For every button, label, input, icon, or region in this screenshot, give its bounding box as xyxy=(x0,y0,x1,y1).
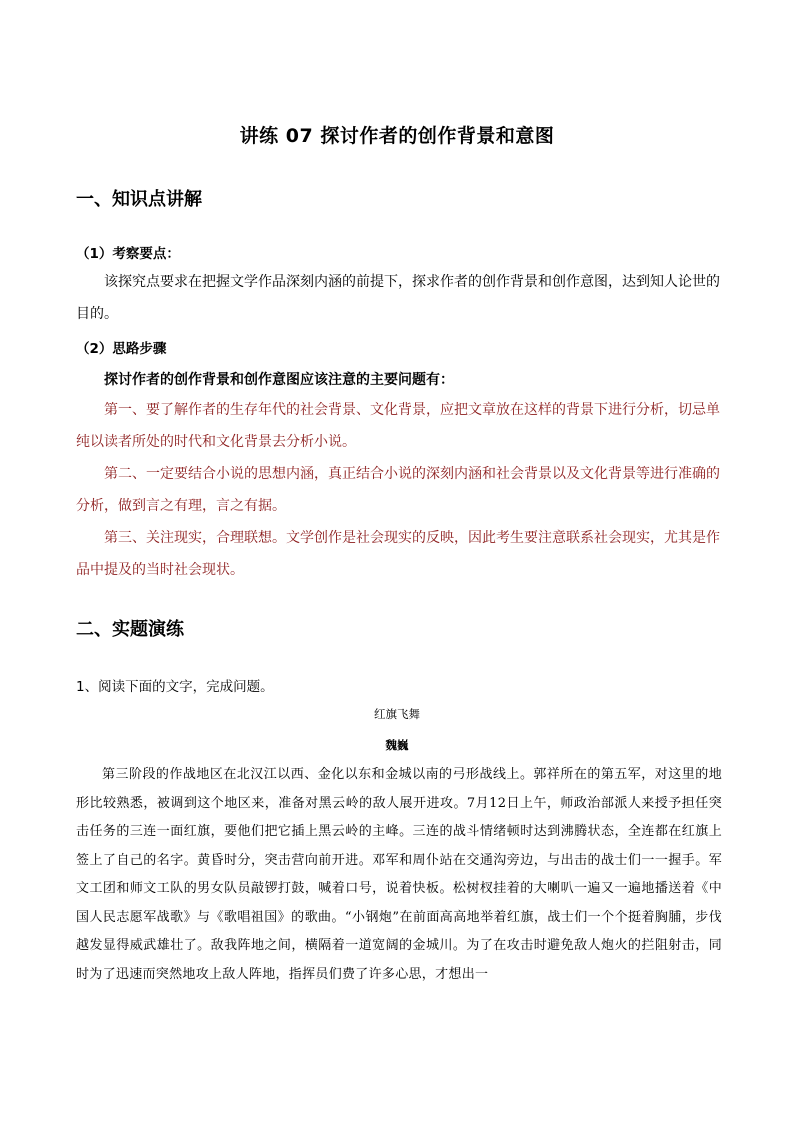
question-1: 1、阅读下面的文字，完成问题。 xyxy=(76,679,274,695)
story-author: 魏巍 xyxy=(385,738,409,752)
page-title: 讲练 07 探讨作者的创作背景和意图 xyxy=(239,125,555,147)
point2-label: （2）思路步骤 xyxy=(76,341,167,357)
point1-label: （1）考察要点： xyxy=(76,246,180,262)
steps-intro: 探讨作者的创作背景和创作意图应该注意的主要问题有： xyxy=(104,372,454,388)
story-text: 第三阶段的作战地区在北汉江以西、金化以东和金城以南的弓形战线上。郭祥所在的第五军，对这里的地形比较熟悉，被调到这个地区来，准备对黑云岭的敌人展开进攻。7月12日上午，师政治部派人来授予担任突击任务的三连一面红旗，要他们把它插上黑云岭的主峰。三连的战斗情绪顿时达到沸腾状态，全连都在红旗上签上了自己的名字。黄昏时分，突击营向前开进。邓军和周仆站在交通沟旁边，与出击的战士们一一握手。军文工团和师文工队的男女队员敲锣打鼓，喊着口号，说着快板。松树杈挂着的大喇叭一遍又一遍地播送着《中国人民志愿军战歌》与《歌唱祖国》的歌曲。“小钢炮”在前面高高地举着红旗，战士们一个个挺着胸脯，步伐越发显得威武雄壮了。敌我阵地之间，横隔着一道宽阔的金城川。为了在攻击时避免敌人炮火的拦阻射击，同时为了迅速而突然地攻上敌人阵地，指挥员们费了许多心思，才想出一 xyxy=(76,767,722,982)
step3-text: 第三、关注现实，合理联想。文学创作是社会现实的反映，因此考生要注意联系社会现实，尤其是作品中提及的当时社会现状。 xyxy=(76,530,720,578)
section-heading-practice: 二、实题演练 xyxy=(76,619,184,640)
story-title: 红旗飞舞 xyxy=(374,707,420,721)
step1-text: 第一、要了解作者的生存年代的社会背景、文化背景，应把文章放在这样的背景下进行分析，切忌单纯以读者所处的时代和文化背景去分析小说。 xyxy=(76,402,720,450)
point1-text: 该探究点要求在把握文学作品深刻内涵的前提下，探求作者的创作背景和创作意图，达到知人论世的目的。 xyxy=(76,274,720,322)
section-heading-knowledge: 一、知识点讲解 xyxy=(76,189,202,210)
step2-text: 第二、一定要结合小说的思想内涵，真正结合小说的深刻内涵和社会背景以及文化背景等进行准确的分析，做到言之有理，言之有据。 xyxy=(76,466,720,514)
